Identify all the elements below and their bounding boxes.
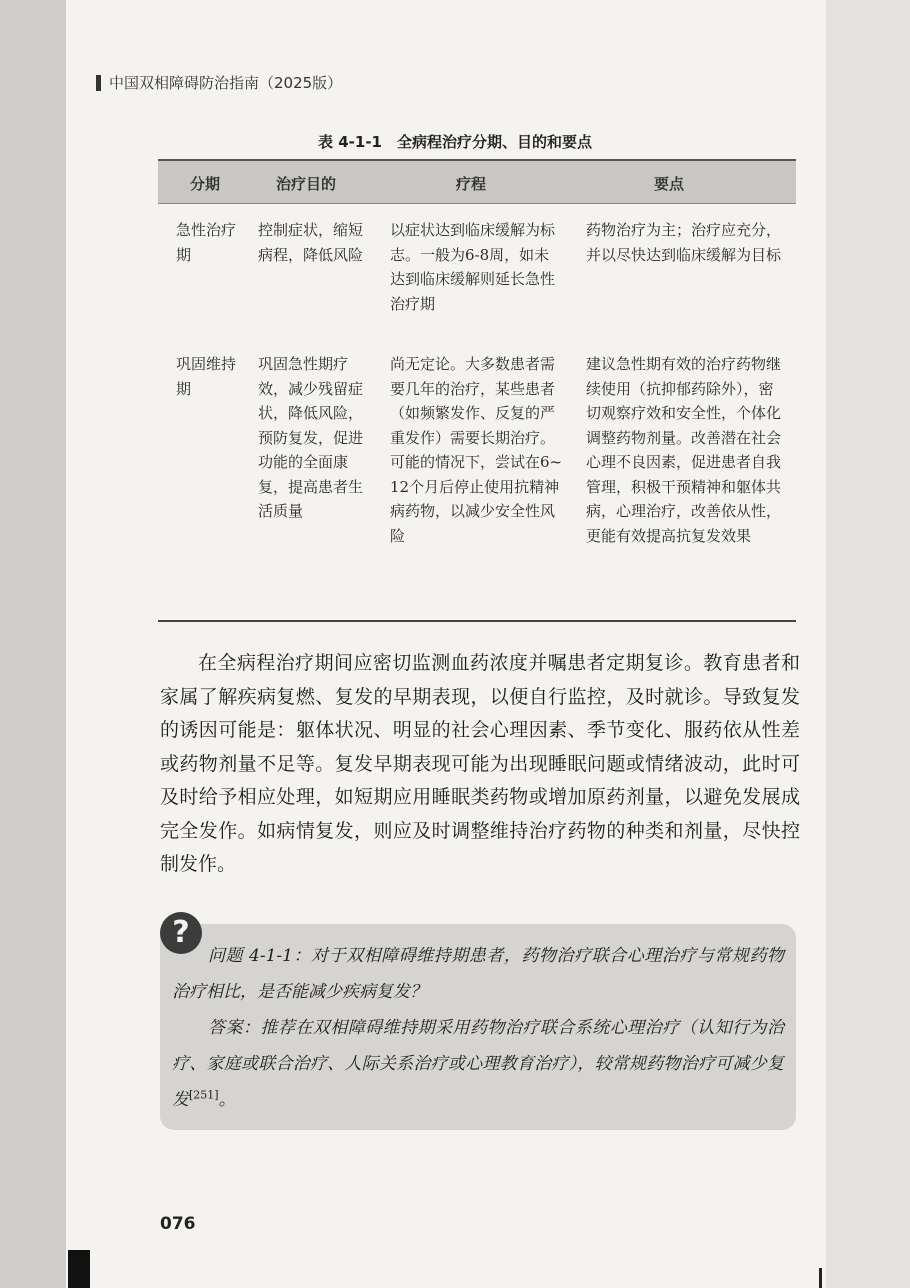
running-header-text: 中国双相障碍防治指南（2025版）: [109, 74, 343, 92]
header-bar-marker: [96, 75, 101, 91]
table-cell-points: 建议急性期有效的治疗药物继续使用（抗抑郁药除外），密切观察疗效和安全性，个体化调整药物剂量。改善潜在社会心理不良因素，促进患者自我管理，积极干预精神和躯体共病，心理治疗，改善依从性，更能有效提高抗复发效果: [586, 355, 782, 545]
scan-corner-mark: [68, 1250, 90, 1288]
table-cell-course: 以症状达到临床缓解为标志。一般为6-8周，如未达到临床缓解则延长急性治疗期: [390, 221, 556, 313]
column-header-points: 要点: [654, 175, 685, 193]
table-header-row: [158, 161, 796, 204]
table-title: 表 4-1-1 全病程治疗分期、目的和要点: [318, 133, 592, 151]
column-header-goal: 治疗目的: [276, 175, 337, 193]
qa-answer-end: 。: [218, 1090, 236, 1110]
running-header: [96, 72, 342, 93]
page-edge: [826, 0, 910, 1288]
table-cell-goal: 巩固急性期疗效，减少残留症状，降低风险，预防复发，促进功能的全面康复，提高患者生活质量: [258, 355, 364, 520]
qa-answer-block: [172, 1010, 784, 1118]
table-cell-stage: 巩固维持期: [176, 355, 237, 398]
qa-question-text: 问题 4-1-1：对于双相障碍维持期患者，药物治疗联合心理治疗与常规药物治疗相比，是否能减少疾病复发？: [172, 946, 784, 1002]
table-cell-goal: 控制症状，缩短病程，降低风险: [258, 221, 364, 264]
table-bottom-rule: [158, 620, 796, 622]
table-cell-course: 尚无定论。大多数患者需要几年的治疗，某些患者（如频繁发作、反复的严重发作）需要长期治疗。可能的情况下，尝试在6~12个月后停止使用抗精神病药物，以减少安全性风险: [390, 355, 563, 545]
scan-edge-tick: [819, 1268, 822, 1288]
question-mark-icon: ?: [160, 912, 202, 954]
body-paragraph: 在全病程治疗期间应密切监测血药浓度并嘱患者定期复诊。教育患者和家属了解疾病复燃、复发的早期表现，以便自行监控，及时就诊。导致复发的诱因可能是：躯体状况、明显的社会心理因素、季节变化、服药依从性差或药物剂量不足等。复发早期表现可能为出现睡眠问题或情绪波动，此时可及时给予相应处理，如短期应用睡眠类药物或增加原药剂量，以避免发展成完全发作。如病情复发，则应及时调整维持治疗药物的种类和剂量，尽快控制发作。: [160, 652, 800, 875]
column-header-stage: 分期: [190, 175, 221, 193]
table-cell-points: 药物治疗为主；治疗应充分，并以尽快达到临床缓解为目标: [586, 221, 782, 264]
citation-reference: [251]: [189, 1088, 219, 1102]
table-cell-stage: 急性治疗期: [176, 221, 237, 264]
page-number: 076: [160, 1214, 196, 1234]
qa-answer-text: 答案：推荐在双相障碍维持期采用药物治疗联合系统心理治疗（认知行为治疗、家庭或联合治疗、人际关系治疗或心理教育治疗），较常规药物治疗可减少复发: [172, 1018, 784, 1110]
column-header-course: 疗程: [456, 175, 487, 193]
